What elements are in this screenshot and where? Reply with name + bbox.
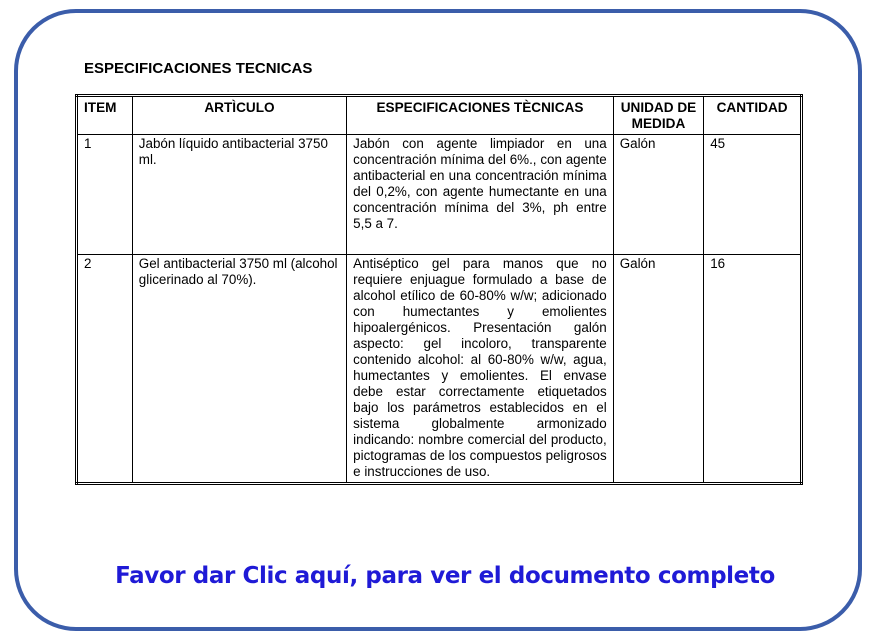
cell-articulo: Jabón líquido antibacterial 3750 ml. bbox=[132, 135, 346, 255]
header-cantidad: CANTIDAD bbox=[704, 96, 802, 135]
header-item: ITEM bbox=[77, 96, 133, 135]
header-especificaciones: ESPECIFICACIONES TÈCNICAS bbox=[347, 96, 614, 135]
cell-especificaciones: Jabón con agente limpiador en una concentración mínima del 6%., con agente antibacterial en una concentración mínima del 0,2%, con agente humectante en una concentración mínima del 3%, ph entre 5,5 a 7. bbox=[347, 135, 614, 255]
cell-cantidad: 45 bbox=[704, 135, 802, 255]
table-row bbox=[77, 255, 802, 484]
table-row bbox=[77, 135, 802, 255]
header-articulo: ARTÌCULO bbox=[132, 96, 346, 135]
cell-item: 2 bbox=[77, 255, 133, 484]
table-header-row bbox=[77, 96, 802, 135]
view-full-document-link[interactable]: Favor dar Clic aquí, para ver el documento completo bbox=[115, 563, 775, 589]
cell-especificaciones: Antiséptico gel para manos que no requiere enjuague formulado a base de alcohol etílico de 60-80% w/w; adicionado con humectantes y emolientes hipoalergénicos. Presentación galón aspecto: gel incoloro, transparente contenido alcohol: al 60-80% w/w, agua, humectantes y emolientes. El envase debe estar correctamente etiquetados bajo los parámetros establecidos en el sistema globalmente armonizado indicando: nombre comercial del producto, pictogramas de los compuestos peligrosos e instrucciones de uso. bbox=[347, 255, 614, 484]
document-title: ESPECIFICACIONES TECNICAS bbox=[84, 60, 313, 77]
cell-unidad: Galón bbox=[613, 255, 704, 484]
cell-cantidad: 16 bbox=[704, 255, 802, 484]
cell-item: 1 bbox=[77, 135, 133, 255]
cell-articulo: Gel antibacterial 3750 ml (alcohol glicerinado al 70%). bbox=[132, 255, 346, 484]
cell-unidad: Galón bbox=[613, 135, 704, 255]
header-unidad-medida: UNIDAD DE MEDIDA bbox=[613, 96, 704, 135]
specifications-table bbox=[75, 94, 803, 485]
